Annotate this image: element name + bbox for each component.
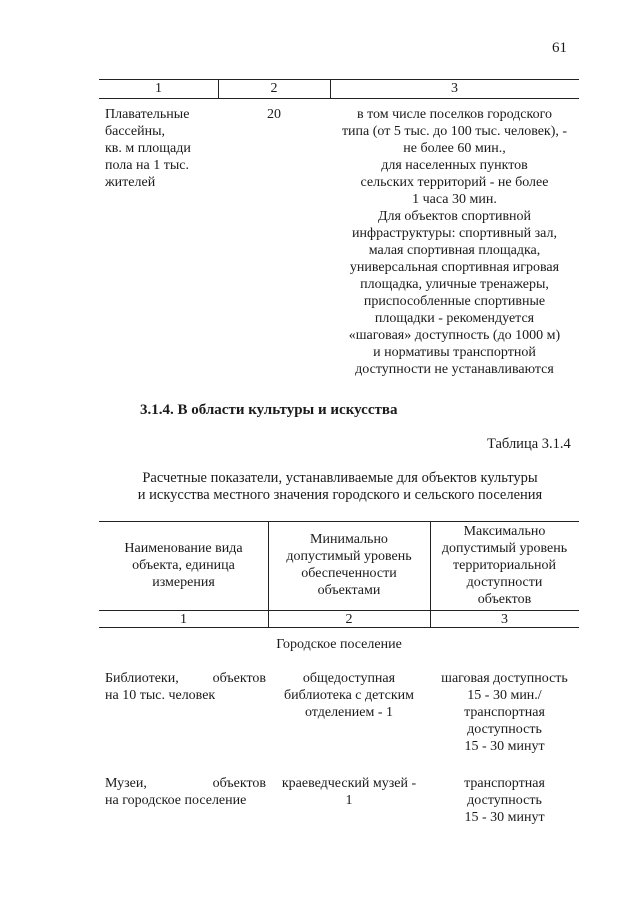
row-name-unit: объектов <box>212 776 266 791</box>
column-number-3: 3 <box>451 81 458 96</box>
facility-accessibility: в том числе поселков городского типа (от 5 тыс. до 100 тыс. человек), - не более 60 мин., для населенных пунктов сельских территорий - не более 1 часа 30 мин. Для объектов спортивной инфраструктуры: спортивный зал, малая спортивная площадка, универсальная спортивная игровая площадка, уличные тренажеры, приспособленные спортивные площадки - рекомендуется «шаговая» доступность (до 1000 м) и нормативы транспортной доступности не устанавливаются <box>341 107 568 377</box>
row-name-first-word: Музеи, <box>105 776 147 791</box>
column-number-3: 3 <box>501 612 508 627</box>
facility-value: 20 <box>267 107 281 122</box>
header-max-accessibility: Максимально допустимый уровень территориальной доступности объектов <box>441 524 568 607</box>
section-heading: 3.1.4. В области культуры и искусства <box>140 402 398 418</box>
table-border <box>99 98 579 99</box>
table-border <box>99 521 579 522</box>
header-min-provision: Минимально допустимый уровень обеспеченности объектами <box>286 532 412 598</box>
table-caption: Расчетные показатели, устанавливаемые для объектов культуры и искусства местного значения городского и сельского поселения <box>137 470 543 503</box>
row-museums-accessibility: транспортная доступность 15 - 30 минут <box>464 776 545 825</box>
row-libraries-provision: общедоступная библиотека с детским отделением - 1 <box>283 671 415 720</box>
row-museums-name <box>105 775 266 809</box>
column-number-1: 1 <box>155 81 162 96</box>
row-name-rest: на городское поселение <box>105 793 247 808</box>
row-name-unit: объектов <box>212 671 266 686</box>
column-number-2: 2 <box>345 612 353 627</box>
row-name-first-word: Библиотеки, <box>105 671 179 686</box>
row-name-rest: на 10 тыс. человек <box>105 688 216 703</box>
column-number-2: 2 <box>270 81 278 96</box>
facility-name: Плавательные бассейны, кв. м площади пола на 1 тыс. жителей <box>105 107 191 190</box>
subheading-urban: Городское поселение <box>276 637 402 652</box>
row-libraries-accessibility: шаговая доступность 15 - 30 мин./ транспортная доступность 15 - 30 минут <box>441 671 568 754</box>
row-libraries-name <box>105 670 266 704</box>
row-museums-provision: краеведческий музей - 1 <box>281 776 417 808</box>
table-label: Таблица 3.1.4 <box>487 436 571 452</box>
header-object-name: Наименование вида объекта, единица измерения <box>124 541 243 590</box>
page-number: 61 <box>552 40 567 56</box>
column-number-1: 1 <box>180 612 187 627</box>
